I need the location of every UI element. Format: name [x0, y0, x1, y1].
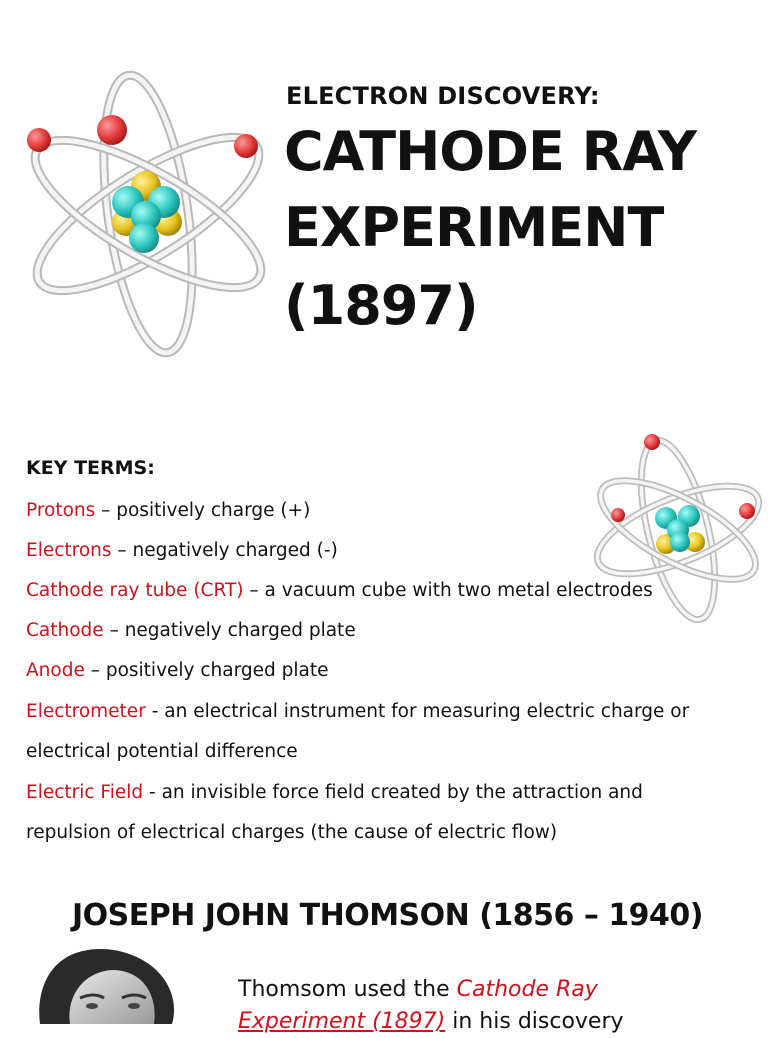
term-label: Electrons	[26, 540, 112, 561]
term-anode	[26, 651, 329, 691]
term-definition: – positively charge (+)	[95, 500, 311, 521]
thomson-description-line-2	[238, 1006, 624, 1038]
term-definition: - an invisible force field created by the attraction and	[143, 782, 643, 803]
page-title-line-2: EXPERIMENT	[284, 196, 664, 259]
term-label: Cathode	[26, 620, 104, 641]
term-electrons	[26, 531, 338, 571]
term-definition: – positively charged plate	[84, 660, 329, 681]
term-label: Anode	[26, 660, 85, 681]
term-definition: – negatively charged plate	[103, 620, 356, 641]
thomson-description-line-1	[238, 974, 624, 1006]
term-crt	[26, 571, 653, 611]
thomson-description	[238, 974, 624, 1038]
key-terms-heading: KEY TERMS:	[26, 457, 155, 479]
term-definition: - an electrical instrument for measuring electric charge or	[145, 701, 690, 722]
term-protons	[26, 491, 310, 531]
page-subtitle: ELECTRON DISCOVERY:	[286, 82, 600, 110]
term-cathode	[26, 611, 356, 651]
thomson-heading: JOSEPH JOHN THOMSON (1856 – 1940)	[72, 898, 704, 933]
term-label: Electric Field	[26, 782, 144, 803]
term-electric-field-continuation: repulsion of electrical charges (the cause of electric flow)	[26, 822, 558, 843]
term-electric-field	[26, 773, 643, 813]
term-definition: – a vacuum cube with two metal electrodes	[243, 580, 653, 601]
term-electrometer	[26, 692, 689, 732]
term-definition: – negatively charged (-)	[111, 540, 338, 561]
thomson-text-before: Thomsom used the	[238, 977, 457, 1002]
thomson-text-after: in his discovery	[445, 1009, 624, 1034]
term-label: Protons	[26, 500, 96, 521]
term-label: Electrometer	[26, 701, 146, 722]
page-title-line-1: CATHODE RAY	[284, 120, 696, 183]
thomson-portrait	[30, 942, 190, 1024]
page-title-line-3: (1897)	[284, 274, 478, 337]
thomson-text-emphasis-2: Experiment (1897)	[238, 1009, 446, 1034]
term-label: Cathode ray tube (CRT)	[26, 580, 244, 601]
thomson-text-emphasis-1: Cathode Ray	[456, 977, 598, 1002]
atom-icon-large	[14, 68, 282, 360]
term-electrometer-continuation: electrical potential difference	[26, 741, 298, 762]
